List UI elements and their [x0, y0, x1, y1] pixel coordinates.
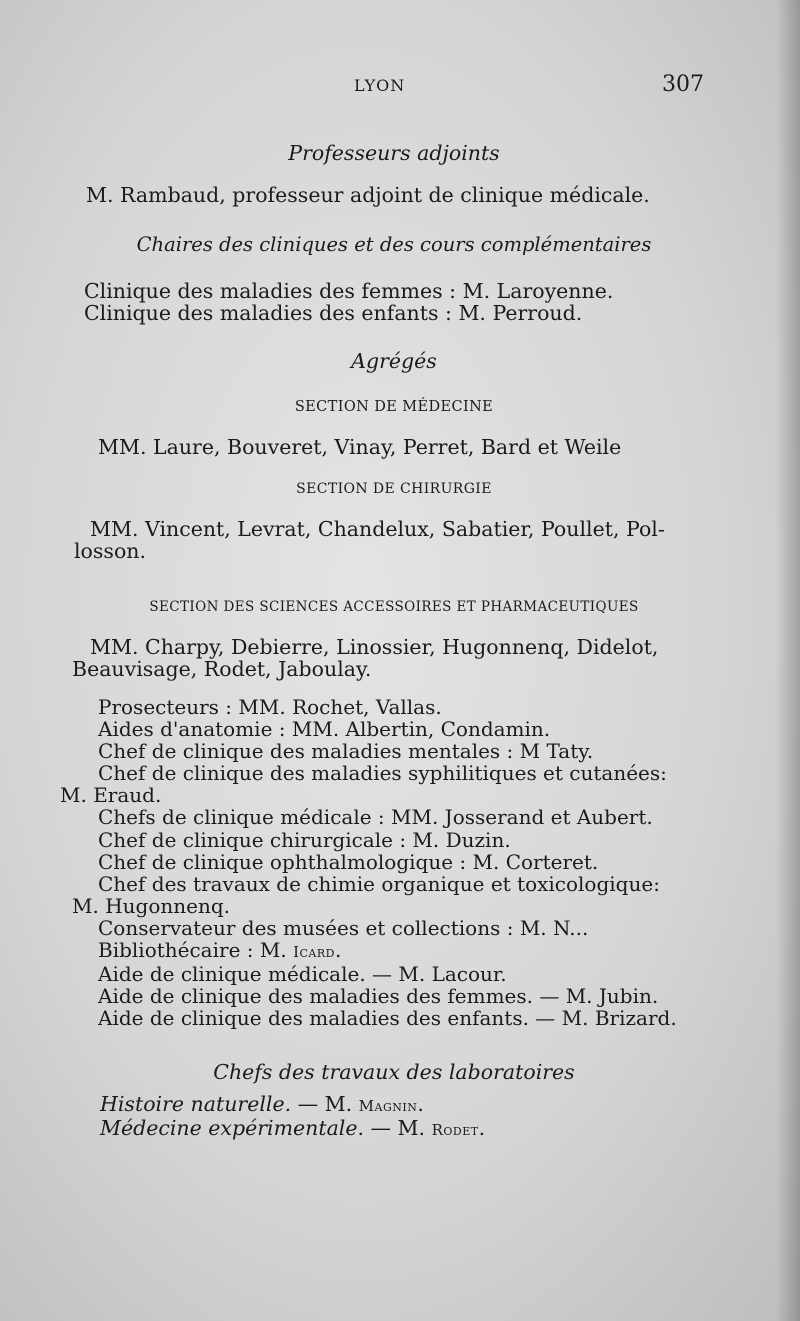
- bibliothecaire-suffix: .: [334, 938, 342, 963]
- running-head: LYON: [354, 76, 406, 95]
- staff-aide-medicale: Aide de clinique médicale. — M. Lacour.: [98, 962, 507, 987]
- page-header: [0, 72, 800, 102]
- heading-agreges: Agrégés: [351, 349, 437, 373]
- staff-aides-anatomie: Aides d'anatomie : MM. Albertin, Condamin.: [98, 717, 551, 742]
- chaire-enfants: Clinique des maladies des enfants : M. Perroud.: [84, 301, 583, 325]
- staff-chef-syph-2: M. Eraud.: [60, 783, 162, 808]
- staff-chef-mentales: Chef de clinique des maladies mentales : M Taty.: [98, 739, 594, 764]
- lab-histoire-end: .: [417, 1092, 424, 1117]
- bibliothecaire-prefix: Bibliothécaire : M.: [98, 938, 294, 963]
- staff-list: [60, 695, 714, 1031]
- lab-medecine-experimentale: [100, 1117, 714, 1141]
- chirurgie-line-2: losson.: [74, 539, 147, 563]
- text-section-sciences: [74, 636, 714, 680]
- page-edge-shadow: [776, 0, 800, 1321]
- heading-professeurs-adjoints: Professeurs adjoints: [288, 141, 500, 165]
- chirurgie-line-1: MM. Vincent, Levrat, Chandelux, Sabatier, Poullet, Pol-: [90, 517, 665, 541]
- sciences-line-2: Beauvisage, Rodet, Jaboulay.: [72, 657, 372, 681]
- staff-prosecteurs: Prosecteurs : MM. Rochet, Vallas.: [98, 695, 442, 719]
- laboratoires-list: [74, 1093, 714, 1141]
- staff-chef-chimie-2: M. Hugonnenq.: [72, 893, 230, 918]
- lab-medecine-end: .: [478, 1116, 486, 1141]
- lab-histoire-name: Magnin: [358, 1097, 418, 1116]
- staff-chefs-medicale: Chefs de clinique médicale : MM. Josserand et Aubert.: [98, 805, 653, 830]
- heading-section-medecine: SECTION DE MÉDECINE: [294, 399, 494, 415]
- lab-histoire-sep: — M.: [291, 1092, 359, 1117]
- text-professeurs-adjoints: M. Rambaud, professeur adjoint de clinique médicale.: [86, 183, 650, 207]
- staff-conservateur: Conservateur des musées et collections : M. N...: [98, 915, 589, 940]
- lab-medecine-label: Médecine expérimentale.: [100, 1116, 365, 1141]
- staff-chef-chimie-1: Chef des travaux de chimie organique et toxicologique:: [98, 871, 660, 896]
- staff-bibliothecaire: [74, 939, 714, 963]
- staff-chef-syph-1: Chef de clinique des maladies syphilitiques et cutanées:: [98, 761, 667, 786]
- heading-section-sciences: SECTION DES SCIENCES ACCESSOIRES ET PHARMACEUTIQUES: [149, 599, 639, 615]
- heading-section-chirurgie: SECTION DE CHIRURGIE: [296, 481, 492, 497]
- bibliothecaire-name: Icard: [293, 943, 335, 962]
- staff-chef-ophtalmo: Chef de clinique ophthalmologique : M. Corteret.: [98, 849, 599, 874]
- lab-medecine-sep: — M.: [364, 1116, 432, 1141]
- chaires-list: [74, 280, 714, 324]
- heading-laboratoires: Chefs des travaux des laboratoires: [213, 1060, 575, 1085]
- chaire-femmes: Clinique des maladies des femmes : M. Laroyenne.: [84, 279, 614, 303]
- staff-aide-femmes: Aide de clinique des maladies des femmes. — M. Jubin.: [98, 984, 659, 1009]
- text-section-medecine: MM. Laure, Bouveret, Vinay, Perret, Bard et Weile: [98, 435, 622, 459]
- staff-aide-enfants: Aide de clinique des maladies des enfants. — M. Brizard.: [98, 1006, 677, 1031]
- page-number: 307: [662, 72, 704, 97]
- lab-histoire-naturelle: [100, 1093, 714, 1117]
- lab-histoire-label: Histoire naturelle.: [100, 1092, 292, 1117]
- sciences-line-1: MM. Charpy, Debierre, Linossier, Hugonnenq, Didelot,: [90, 635, 659, 659]
- text-section-chirurgie: [74, 518, 714, 562]
- page-body: [60, 140, 714, 1141]
- heading-chaires: Chaires des cliniques et des cours complémentaires: [136, 233, 652, 256]
- lab-medecine-name: Rodet: [431, 1121, 479, 1140]
- staff-chef-chirurgicale: Chef de clinique chirurgicale : M. Duzin.: [98, 827, 511, 852]
